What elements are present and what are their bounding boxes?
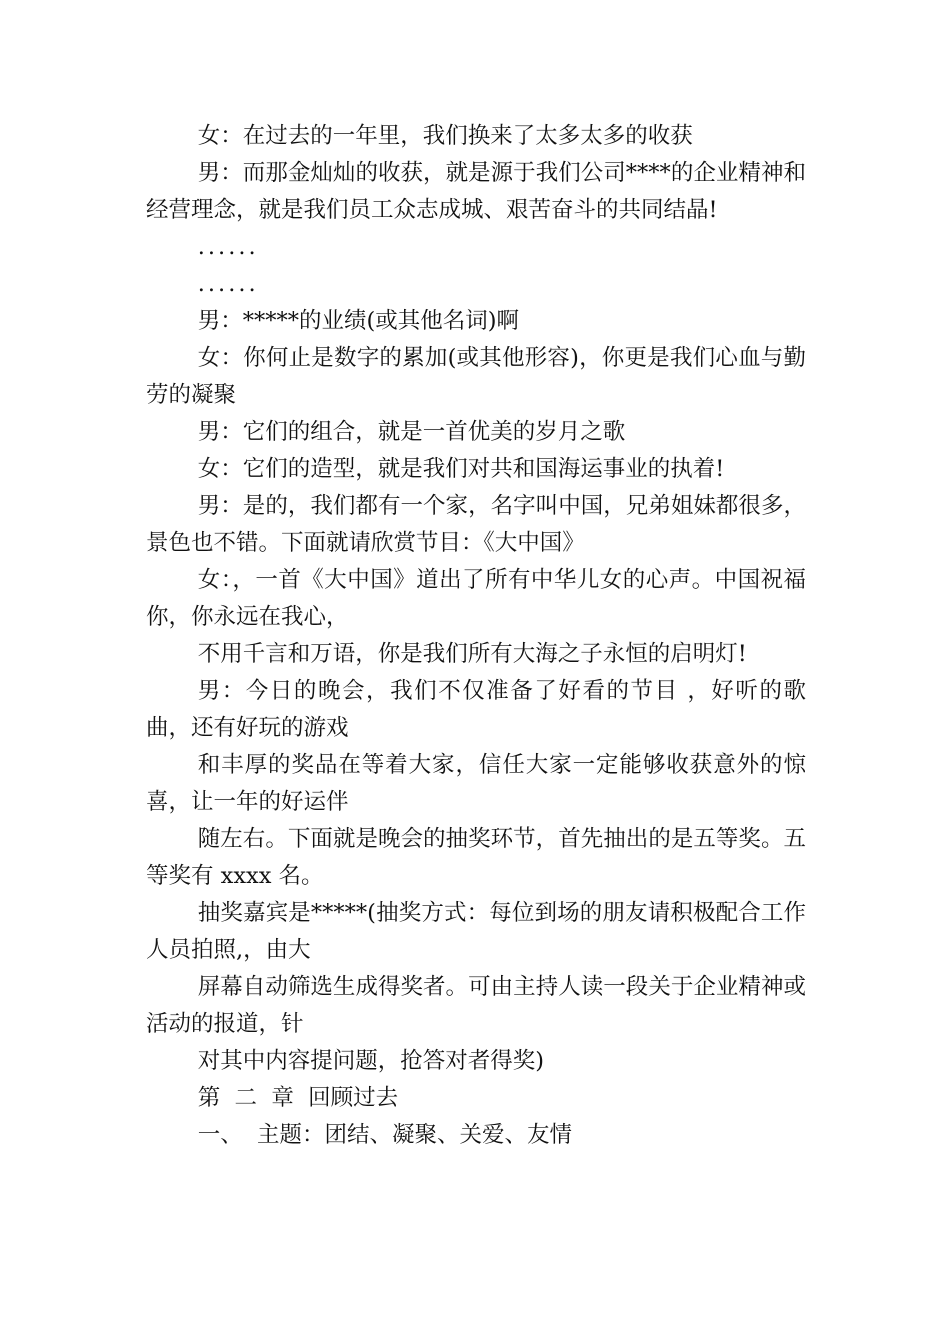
ellipsis-line: ......	[197, 271, 259, 297]
paragraph: 男：而那金灿灿的收获，就是源于我们公司****的企业精神和经营理念，就是我们员工众志成城、艰苦奋斗的共同结晶!	[146, 160, 806, 223]
paragraph: 男：是的，我们都有一个家，名字叫中国，兄弟姐妹都很多，景色也不错。下面就请欣赏节目：《大中国》	[146, 493, 806, 556]
ellipsis-line: ......	[197, 234, 259, 260]
paragraph: 不用千言和万语，你是我们所有大海之子永恒的启明灯!	[197, 641, 747, 667]
section-heading: 一、 主题：团结、凝聚、关爱、友情	[197, 1122, 573, 1148]
paragraph: 女：你何止是数字的累加(或其他形容)，你更是我们心血与勤劳的凝聚	[146, 345, 806, 408]
paragraph: 男：今日的晚会，我们不仅准备了好看的节目 ，好听的歌曲，还有好玩的游戏	[146, 678, 806, 741]
paragraph: 女：它们的造型，就是我们对共和国海运事业的执着!	[197, 456, 725, 482]
paragraph: 抽奖嘉宾是*****(抽奖方式：每位到场的朋友请积极配合工作人员拍照,，由大	[146, 900, 806, 963]
paragraph: 男：*****的业绩(或其他名词)啊	[197, 308, 520, 334]
paragraph: 对其中内容提问题，抢答对者得奖)	[197, 1048, 545, 1074]
document-body	[146, 118, 806, 1154]
paragraph: 屏幕自动筛选生成得奖者。可由主持人读一段关于企业精神或活动的报道，针	[146, 974, 806, 1037]
paragraph: 女：，一首《大中国》道出了所有中华儿女的心声。中国祝福你，你永远在我心，	[146, 567, 806, 630]
paragraph: 和丰厚的奖品在等着大家，信任大家一定能够收获意外的惊喜，让一年的好运伴	[146, 752, 806, 815]
chapter-heading: 第 二 章 回顾过去	[197, 1085, 399, 1111]
paragraph: 女：在过去的一年里，我们换来了太多太多的收获	[197, 123, 693, 149]
paragraph: 男：它们的组合，就是一首优美的岁月之歌	[197, 419, 626, 445]
paragraph: 随左右。下面就是晚会的抽奖环节，首先抽出的是五等奖。五等奖有 xxxx 名。	[146, 826, 806, 889]
